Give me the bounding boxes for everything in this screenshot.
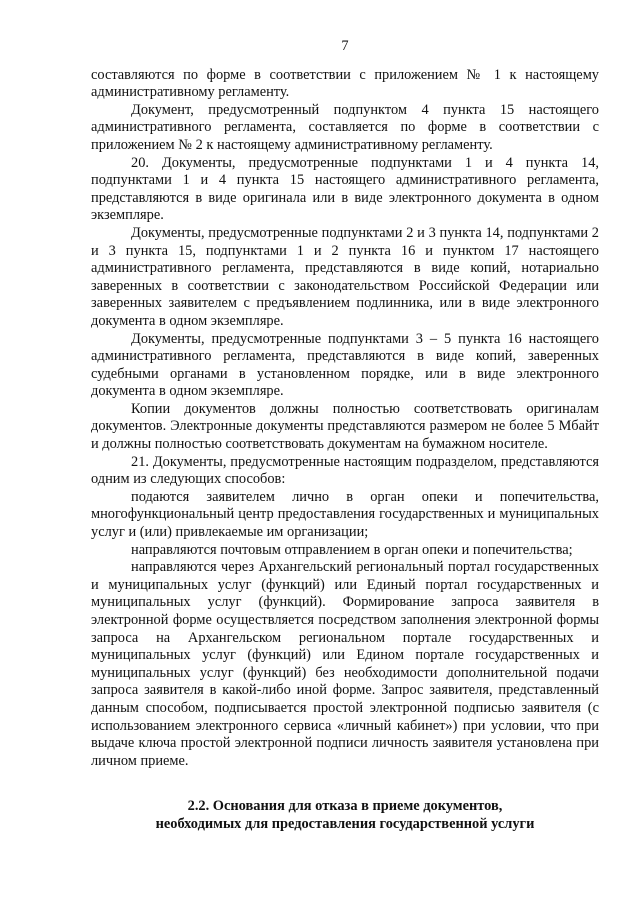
paragraph: Документы, предусмотренные подпунктами 3 – 5 пункта 16 настоящего административного регламента, представляются в виде копий, заверенных судебными органами в установленном порядке, или в виде электронного документа в одном экземпляре. [91, 330, 599, 400]
paragraph: направляются почтовым отправлением в орган опеки и попечительства; [131, 541, 573, 558]
page-number: 7 [341, 38, 349, 54]
body-text [91, 67, 599, 771]
paragraph: подаются заявителем лично в орган опеки и попечительства, многофункциональный центр предоставления государственных и муниципальных услуг и (или) привлекаемые им организации; [91, 488, 599, 541]
paragraph: направляются через Архангельский региональный портал государственных и муниципальных услуг (функций) или Единый портал государственных и муниципальных услуг (функций). Формирование запроса заявителя в электронной форме осуществляется посредством заполнения электронной формы запроса на Архангельском региональном портале государственных и муниципальных услуг (функций) или Едином портале государственных и муниципальных услуг (функций) без необходимости дополнительной подачи запроса заявителя в какой-либо иной форме. Запрос заявителя, представленный данным способом, подписывается простой электронной подписью заявителя (с использованием электронного сервиса «личный кабинет») при условии, что при выдаче ключа простой электронной подписи личность заявителя установлена при личном приеме. [91, 559, 599, 769]
section-heading-line: необходимых для предоставления государственной услуги [155, 815, 535, 832]
section-heading-line: 2.2. Основания для отказа в приеме документов, [187, 798, 503, 815]
paragraph: составляются по форме в соответствии с приложением № 1 к настоящему административному регламенту. [91, 66, 599, 101]
paragraph: 21. Документы, предусмотренные настоящим подразделом, представляются одним из следующих способов: [91, 453, 599, 488]
paragraph: Документ, предусмотренный подпунктом 4 пункта 15 настоящего административного регламента, составляется по форме в соответствии с приложением № 2 к настоящему административному регламенту. [91, 101, 599, 153]
paragraph: 20. Документы, предусмотренные подпунктами 1 и 4 пункта 14, подпунктами 1 и 4 пункта 15 настоящего административного регламента, представляются в виде оригинала или в виде электронного документа в одном экземпляре. [91, 154, 599, 224]
paragraph: Копии документов должны полностью соответствовать оригиналам документов. Электронные документы представляются размером не более 5 Мбайт и должны полностью соответствовать документам на бумажном носителе. [91, 400, 599, 453]
section-heading [91, 798, 599, 833]
paragraph: Документы, предусмотренные подпунктами 2 и 3 пункта 14, подпунктами 2 и 3 пункта 15, подпунктами 1 и 2 пункта 16 и пунктом 17 настоящего административного регламента, представляются в виде копий, нотариально заверенных в соответствии с законодательством Российской Федерации или заверенных заявителем с предъявлением подлинника, или в виде электронного документа в одном экземпляре. [91, 224, 599, 329]
